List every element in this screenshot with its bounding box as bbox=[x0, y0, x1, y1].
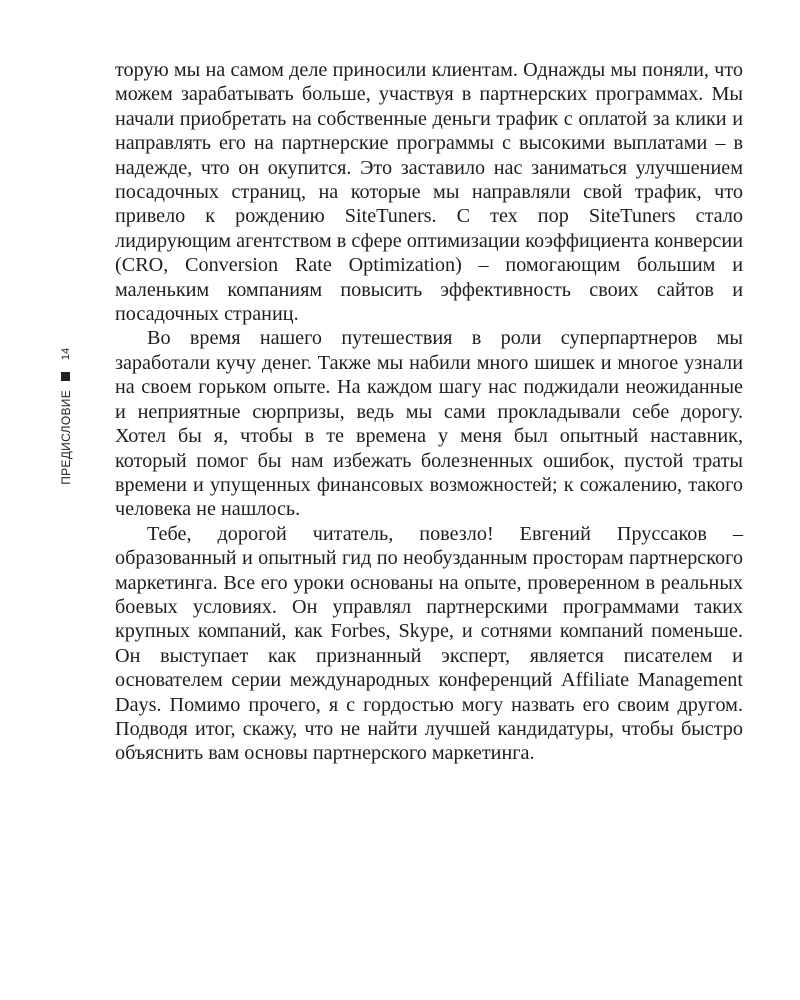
body-text bbox=[115, 58, 743, 766]
paragraph-3: Тебе, дорогой читатель, повезло! Евгений Пруссаков – образованный и опытный гид по необузданным просторам партнерского маркетинга. Все его уроки основаны на опыте, проверенном в реальных боевых условиях. Он управлял партнерскими программами таких крупных компаний, как Forbes, Skype, и сотнями компаний поменьше. Он выступает как признанный эксперт, является писателем и основателем серии международных конференций Affiliate Management Days. Помимо прочего, я с гордостью могу назвать его своим другом. Подводя итог, скажу, что не найти лучшей кандидатуры, чтобы быстро объяснить вам основы партнерского маркетинга. bbox=[115, 522, 743, 765]
paragraph-1: торую мы на самом деле приносили клиентам. Однажды мы поняли, что можем зарабатывать больше, участвуя в партнерских программах. Мы начали приобретать на собственные деньги трафик с оплатой за клики и направлять его на партнерские программы с высокими выплатами – в надежде, что он окупится. Это заставило нас заниматься улучшением посадочных страниц, на которые мы направляли свой трафик, что привело к рождению SiteTuners. С тех пор SiteTuners стало лидирующим агентством в сфере оптимизации коэффициента конверсии (CRO, Conversion Rate Optimization) – помогающим большим и маленьким компаниям повысить эффективность своих сайтов и посадочных страниц. bbox=[115, 59, 743, 326]
page-margin-label bbox=[54, 347, 78, 485]
square-marker-icon bbox=[61, 372, 70, 381]
page-number: 14 bbox=[60, 347, 72, 361]
running-head-text: ПРЕДИСЛОВИЕ bbox=[59, 390, 73, 485]
paragraph-2: Во время нашего путешествия в роли суперпартнеров мы заработали кучу денег. Также мы набили много шишек и многое узнали на своем горьком опыте. На каждом шагу нас поджидали неожиданные и неприятные сюрпризы, ведь мы сами прокладывали себе дорогу. Хотел бы я, чтобы в те времена у меня был опытный наставник, который помог бы нам избежать болезненных ошибок, пустой траты времени и упущенных финансовых возможностей; к сожалению, такого человека не нашлось. bbox=[115, 327, 743, 521]
